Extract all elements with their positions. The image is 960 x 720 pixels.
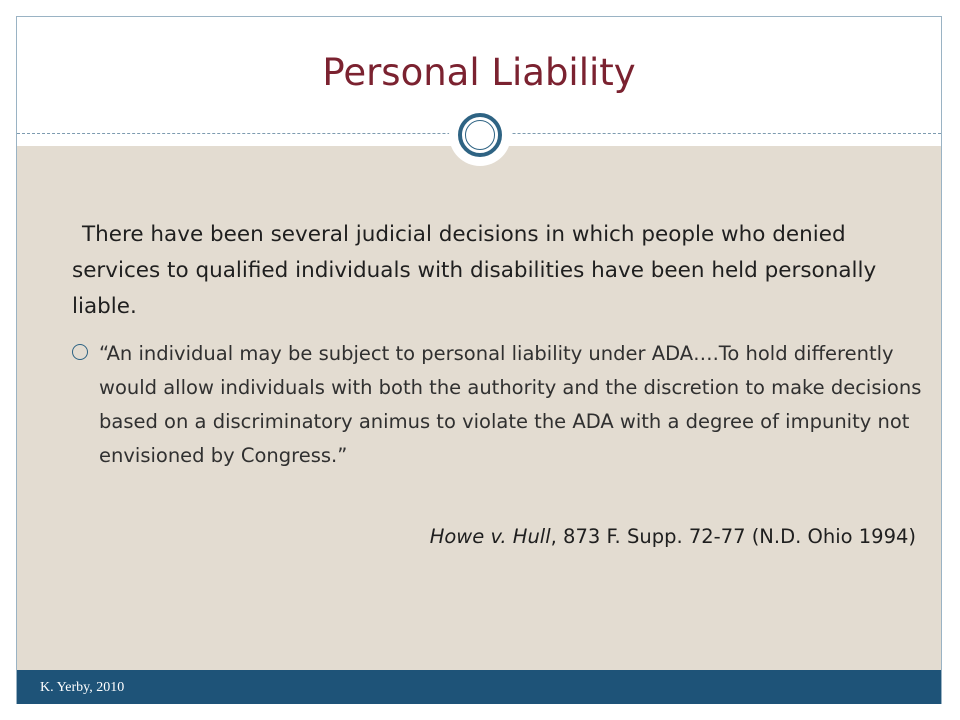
case-citation [430, 522, 916, 552]
footer-bar [17, 670, 941, 704]
slide-title: Personal Liability [322, 51, 636, 94]
quote-text: “An individual may be subject to personal liability under ADA….To hold differently would allow individuals with both the authority and the discretion to make decisions based on a discriminatory animus to violate the ADA with a degree of impunity not envisioned by Congress.” [99, 342, 922, 467]
case-name: Howe v. Hull [429, 525, 551, 548]
hollow-circle-bullet-icon [72, 344, 88, 360]
case-reference: , 873 F. Supp. 72-77 (N.D. Ohio 1994) [550, 525, 916, 548]
inner-ring-icon [465, 120, 495, 150]
footer-credit: K. Yerby, 2010 [40, 680, 125, 695]
body-paragraph: There have been several judicial decisions in which people who denied services to qualified individuals with disabilities have been held personally liable. [72, 222, 877, 319]
